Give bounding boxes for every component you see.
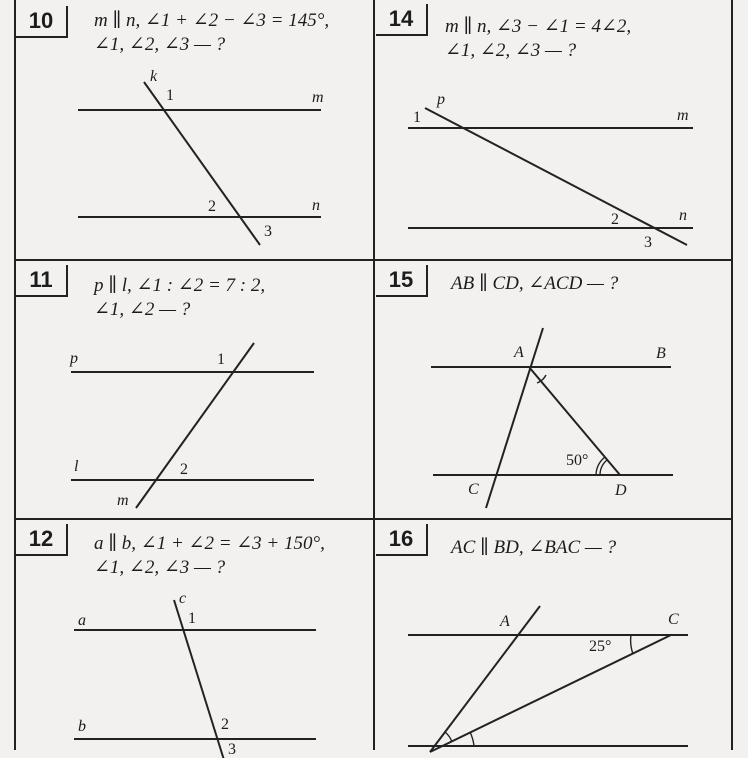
problem-number: 12: [16, 524, 68, 556]
problem-condition-line1: m ∥ n, ∠3 − ∠1 = 4∠2,: [445, 16, 632, 37]
label-C: C: [468, 481, 479, 498]
label-p: p: [70, 350, 78, 367]
problem-condition-line1: AC ∥ BD, ∠BAC — ?: [451, 537, 617, 558]
label-m: m: [677, 107, 689, 124]
problem-condition-line1: a ∥ b, ∠1 + ∠2 = ∠3 + 150°,: [94, 533, 325, 554]
label-angle-1: 1: [413, 109, 421, 126]
problem-condition-line2: ∠1, ∠2, ∠3 — ?: [94, 34, 226, 55]
label-C: C: [668, 611, 679, 628]
problem-condition-line2: ∠1, ∠2, ∠3 — ?: [94, 557, 226, 578]
label-angle-1: 1: [188, 610, 196, 627]
label-c: c: [179, 590, 187, 607]
problem-condition-line1: p ∥ l, ∠1 : ∠2 = 7 : 2,: [94, 275, 266, 296]
angle-arc-B-1: [445, 732, 452, 742]
label-angle-2: 2: [208, 198, 216, 215]
diagram-15: [375, 261, 731, 518]
angle-arc-D: [600, 460, 607, 475]
problem-number: 11: [16, 265, 68, 297]
label-B: B: [656, 345, 666, 362]
label-angle-1: 1: [166, 87, 174, 104]
problem-16: [375, 520, 731, 750]
problem-number: 10: [16, 6, 68, 38]
label-D: D: [615, 482, 627, 499]
label-angle-25: 25°: [589, 638, 612, 655]
problem-11: [16, 261, 373, 518]
label-angle-50: 50°: [566, 452, 589, 469]
label-a: a: [78, 612, 86, 629]
problem-14: [375, 0, 731, 259]
problem-10: [16, 0, 373, 259]
label-angle-3: 3: [264, 223, 272, 240]
label-m: m: [312, 89, 324, 106]
label-n: n: [312, 197, 320, 214]
problem-number: 14: [376, 4, 428, 36]
label-A: A: [500, 613, 510, 630]
diagram-12: [16, 520, 373, 750]
problem-15: [375, 261, 731, 518]
label-angle-1: 1: [217, 351, 225, 368]
label-angle-3: 3: [228, 741, 236, 758]
angle-arc-C: [631, 635, 633, 654]
label-angle-2: 2: [180, 461, 188, 478]
segment-BA: [430, 606, 540, 752]
label-m: m: [117, 492, 129, 509]
diagram-10: [16, 0, 373, 259]
diagram-14: [375, 0, 731, 259]
label-angle-3: 3: [644, 234, 652, 251]
problem-number: 16: [376, 524, 428, 556]
label-n: n: [679, 207, 687, 224]
transversal-c: [174, 600, 224, 758]
diagram-16: [375, 520, 731, 750]
angle-arc-B-2: [470, 732, 474, 746]
diagram-11: [16, 261, 373, 518]
problem-condition-line1: m ∥ n, ∠1 + ∠2 − ∠3 = 145°,: [94, 10, 330, 31]
problem-number: 15: [376, 265, 428, 297]
label-A: A: [514, 344, 524, 361]
problem-condition-line2: ∠1, ∠2 — ?: [94, 299, 191, 320]
label-b: b: [78, 718, 86, 735]
transversal-m: [136, 343, 254, 508]
label-k: k: [150, 68, 158, 85]
problem-condition-line1: AB ∥ CD, ∠ACD — ?: [451, 273, 619, 294]
problem-12: [16, 520, 373, 758]
transversal-k: [144, 82, 260, 245]
grid-right-border: [731, 0, 733, 750]
segment-BC: [430, 635, 671, 752]
label-angle-2: 2: [221, 716, 229, 733]
label-l: l: [74, 458, 79, 475]
problem-condition-line2: ∠1, ∠2, ∠3 — ?: [445, 40, 577, 61]
label-angle-2: 2: [611, 211, 619, 228]
label-p: p: [437, 91, 445, 108]
